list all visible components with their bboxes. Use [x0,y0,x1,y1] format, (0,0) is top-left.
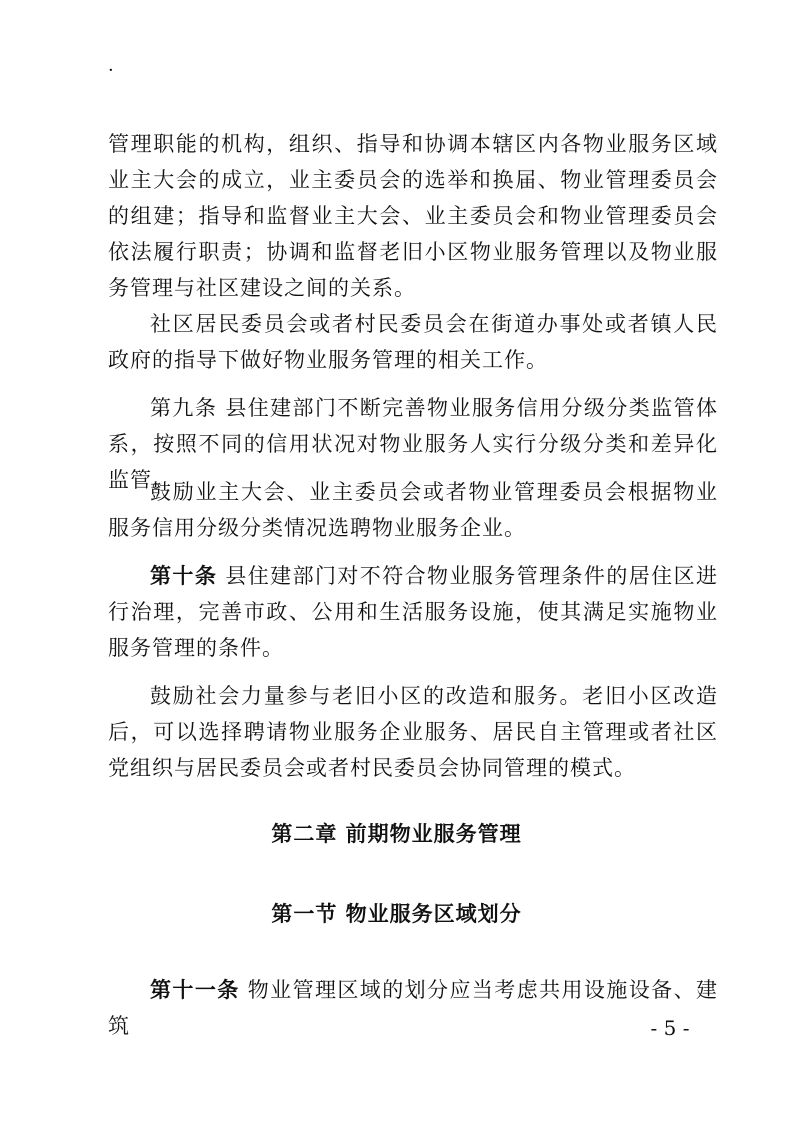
article-10-label: 第十条 [150,564,218,588]
section-heading: 第一节 物业服务区域划分 [271,902,522,926]
page-marker: · [108,60,114,81]
article-10-text: 县住建部门对不符合物业服务管理条件的居住区进行治理，完善市政、公用和生活服务设施，使其满足实施物业服务管理的条件。 [108,564,718,660]
paragraph-1: 管理职能的机构，组织、指导和协调本辖区内各物业服务区域业主大会的成立，业主委员会的选举和换届、物业管理委员会的组建；指导和监督业主大会、业主委员会和物业管理委员会依法履行职责；协调和监督老旧小区物业服务管理以及物业服务管理与社区建设之间的关系。 [108,132,718,300]
paragraph-article-9: 第九条 县住建部门不断完善物业服务信用分级分类监管体系，按照不同的信用状况对物业服务人实行分级分类和差异化监管。 [108,396,718,492]
paragraph-article-11 [108,972,718,1044]
paragraph-6: 鼓励社会力量参与老旧小区的改造和服务。老旧小区改造后，可以选择聘请物业服务企业服务、居民自主管理或者社区党组织与居民委员会或者村民委员会协同管理的模式。 [108,684,718,780]
paragraph-2: 社区居民委员会或者村民委员会在街道办事处或者镇人民政府的指导下做好物业服务管理的相关工作。 [108,312,718,372]
article-11-label: 第十一条 [150,978,240,1002]
paragraph-article-10 [108,558,718,666]
paragraph-4: 鼓励业主大会、业主委员会或者物业管理委员会根据物业服务信用分级分类情况选聘物业服务企业。 [108,480,718,540]
chapter-heading: 第二章 前期物业服务管理 [271,822,522,846]
page-number: - 5 - [650,1016,690,1040]
article-11-text: 物业管理区域的划分应当考虑共用设施设备、建筑 [108,978,718,1038]
